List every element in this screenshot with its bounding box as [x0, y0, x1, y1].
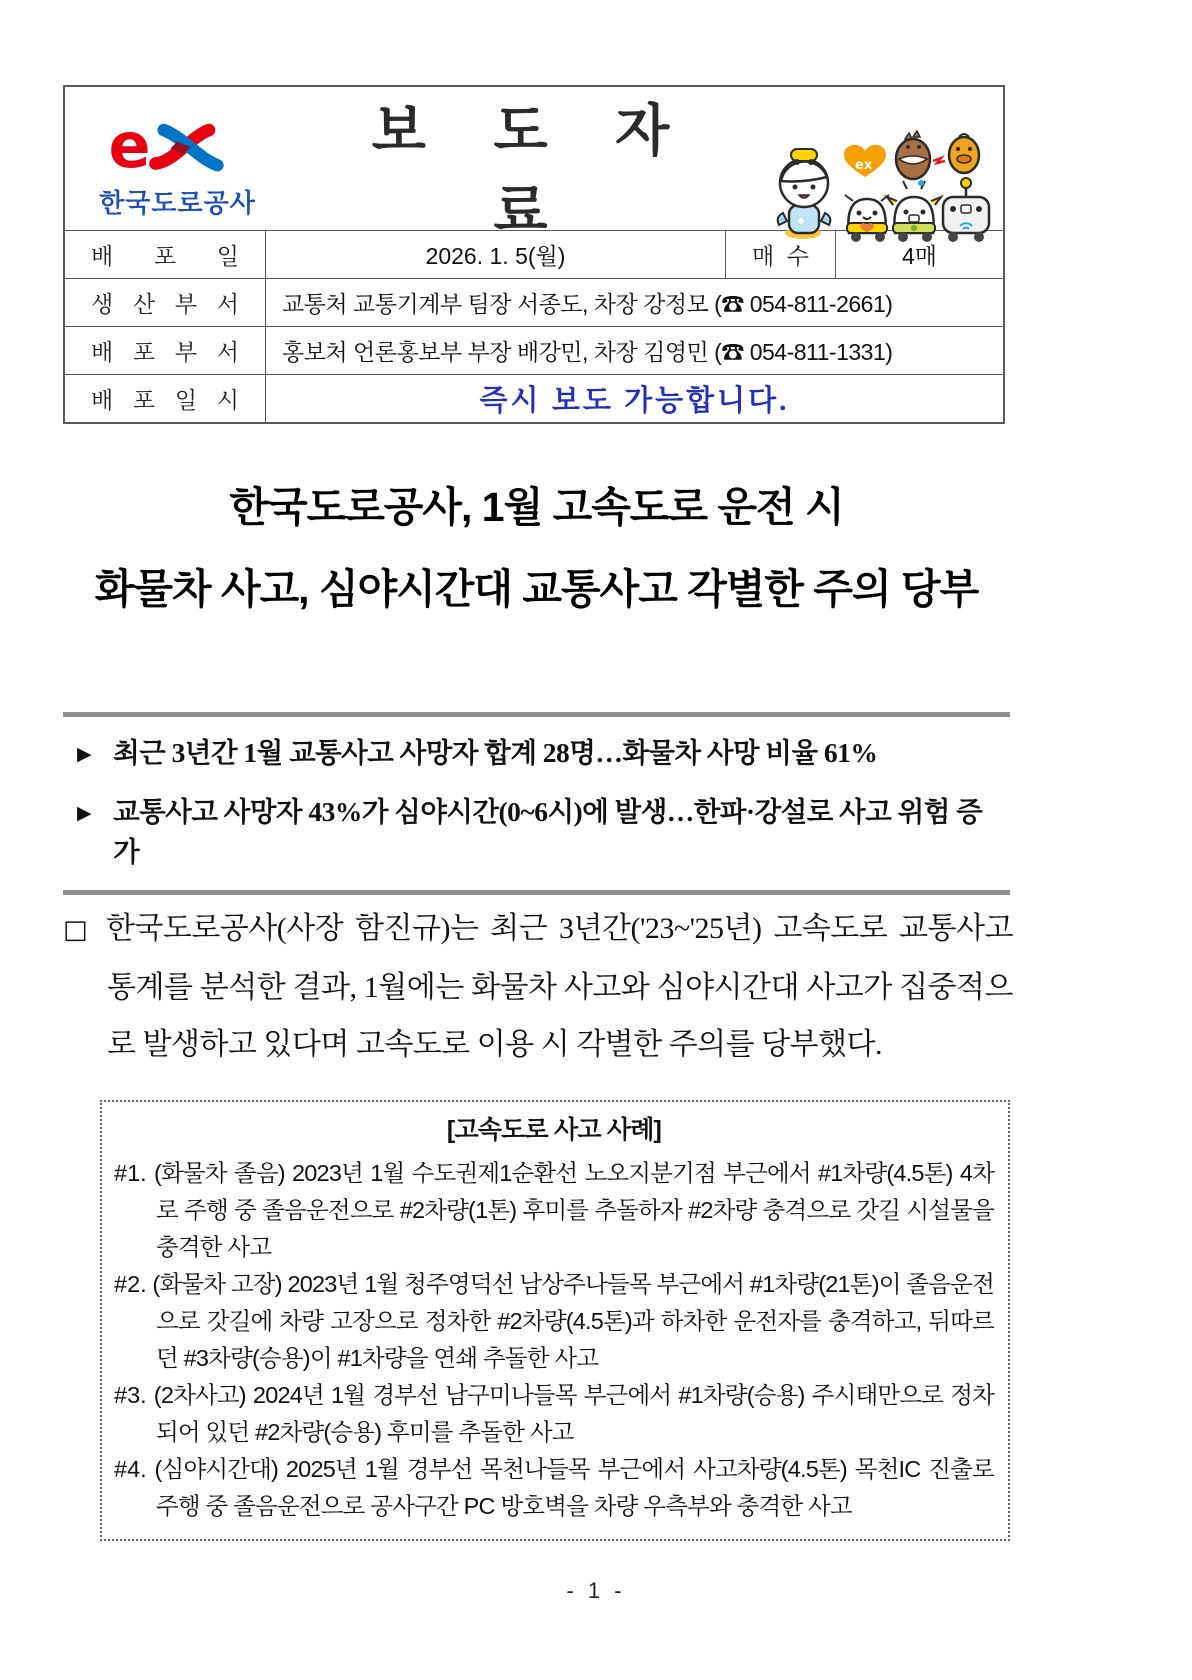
case-item-2: [114, 1266, 994, 1377]
case-item-3: [114, 1377, 994, 1451]
case-number: #1.: [114, 1160, 147, 1186]
release-time-label: 배 포 일 시: [91, 387, 239, 413]
case-number: #2.: [114, 1271, 147, 1297]
dispatch-date-label: 배 포 일: [91, 243, 239, 269]
document-title: 보 도 자 료: [371, 99, 696, 242]
release-time-value: 즉시 보도 가능합니다.: [479, 385, 790, 417]
row-release-time: [65, 374, 1003, 422]
svg-text:e: e: [108, 114, 151, 182]
lead-text: 한국도로공사(사장 함진규)는 최근 3년간('23~'25년) 고속도로 교통사고 통계를 분석한 결과, 1월에는 화물차 사고와 심야시간대 사고가 집중적으로 발생하고 있다며 고속도로 이용 시 각별한 주의를 당부했다.: [105, 912, 1013, 1061]
case-box-title: [고속도로 사고 사례]: [446, 1116, 662, 1144]
highlights-band: [63, 712, 1010, 895]
triangle-bullet-icon: ▶: [77, 802, 92, 824]
producing-dept-label: 생 산 부 서: [91, 291, 239, 317]
org-name: 한국도로공사: [99, 187, 256, 218]
distributing-dept-label: 배 포 부 서: [91, 339, 239, 365]
masthead-header-row: [65, 87, 1003, 242]
mascot-characters-icon: [761, 125, 993, 243]
case-item-4: [114, 1451, 994, 1525]
triangle-bullet-icon: ▶: [77, 743, 92, 765]
distributing-dept-value: 홍보처 언론홍보부 부장 배강민, 차장 김영민 (☎ 054-811-1331): [282, 339, 893, 365]
headline-line2: 화물차 사고, 심야시간대 교통사고 각별한 주의 당부: [94, 566, 979, 612]
row-dispatch-date: [65, 230, 1003, 278]
highlight-item: [65, 792, 1008, 872]
org-logo: [65, 115, 290, 220]
square-bullet-icon: □: [63, 915, 92, 945]
page-count-label: 매 수: [752, 243, 809, 269]
accident-case-box: [100, 1100, 1010, 1541]
case-number: #4.: [114, 1456, 147, 1482]
lead-paragraph: [63, 900, 1013, 1073]
mascot-image: [751, 87, 1003, 247]
page-count-value: 4매: [901, 243, 937, 269]
svg-text:ex: ex: [855, 158, 873, 173]
masthead-table: [63, 85, 1005, 424]
case-text: (화물차 졸음) 2023년 1월 수도권제1순환선 노오지분기점 부근에서 #1차량(4.5톤) 4차로 주행 중 졸음운전으로 #2차량(1톤) 후미를 추돌하자 #2차량 충격으로 갓길 시설물을 충격한 사고: [153, 1160, 995, 1260]
case-text: (화물차 고장) 2023년 1월 청주영덕선 남상주나들목 부근에서 #1차량(21톤)이 졸음운전으로 갓길에 차량 고장으로 정차한 #2차량(4.5톤)과 하차한 운전자를 충격하고, 뒤따르던 #3차량(승용)이 #1차량을 연쇄 추돌한 사고: [152, 1271, 994, 1371]
headline-line1: 한국도로공사, 1월 고속도로 운전 시: [229, 484, 844, 530]
highlight-item: [65, 733, 1008, 776]
ex-logo-icon: [98, 115, 258, 187]
case-text: (2차사고) 2024년 1월 경부선 남구미나들목 부근에서 #1차량(승용) 주시태만으로 정차되어 있던 #2차량(승용) 후미를 추돌한 사고: [153, 1382, 995, 1445]
highlight-text-2: 교통사고 사망자 43%가 심야시간(0~6시)에 발생…한파·강설로 사고 위험 증가: [113, 796, 983, 867]
page-number: - 1 -: [566, 1578, 626, 1603]
row-producing-dept: [65, 278, 1003, 326]
headline: [63, 466, 1010, 630]
row-distributing-dept: [65, 326, 1003, 374]
highlight-text-1: 최근 3년간 1월 교통사고 사망자 합계 28명…화물차 사망 비율 61%: [113, 737, 878, 768]
case-number: #3.: [114, 1382, 147, 1408]
case-item-1: [114, 1155, 994, 1266]
producing-dept-value: 교통처 교통기계부 팀장 서종도, 차장 강정모 (☎ 054-811-2661): [282, 291, 893, 317]
case-text: (심야시간대) 2025년 1월 경부선 목천나들목 부근에서 사고차량(4.5톤) 목천IC 진출로 주행 중 졸음운전으로 공사구간 PC 방호벽을 차량 우측부와 충격한 사고: [154, 1456, 994, 1519]
dispatch-date-value: 2026. 1. 5(월): [425, 243, 566, 269]
